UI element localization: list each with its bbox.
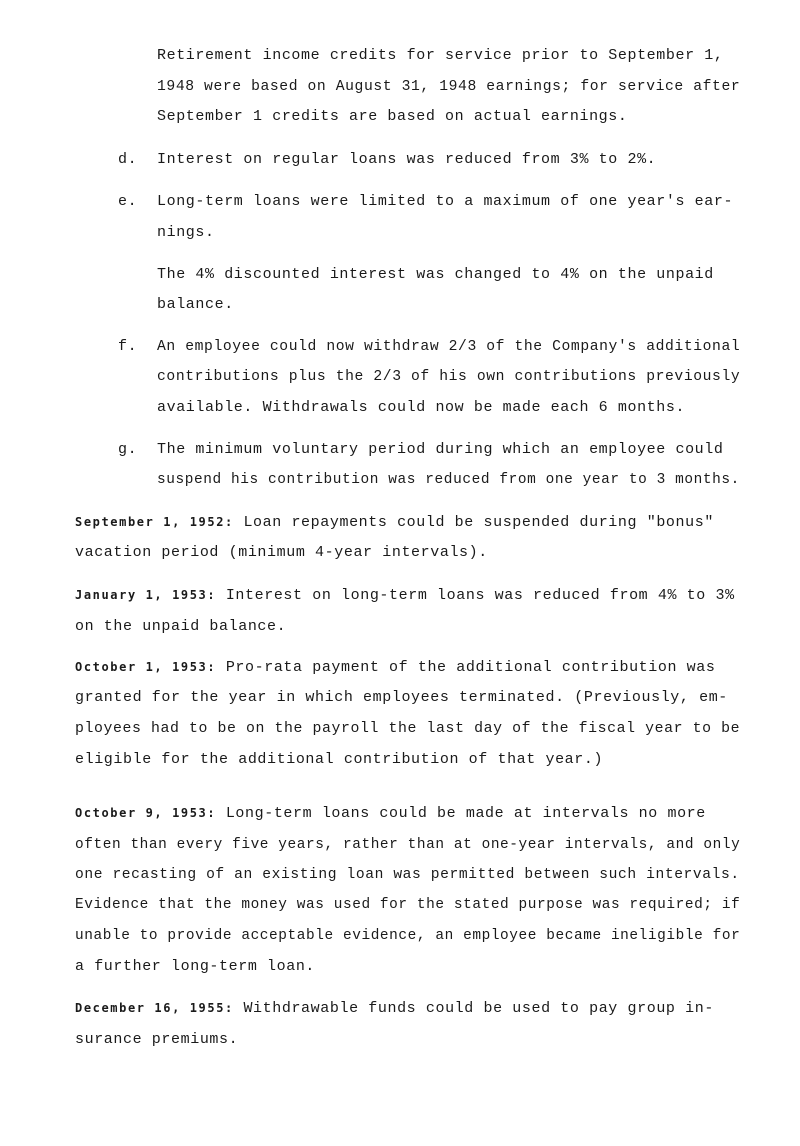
- intro-line: Retirement income credits for service prior to September 1,: [157, 47, 724, 64]
- entry-line: Evidence that the money was used for the stated purpose was required; if: [75, 896, 741, 913]
- entry-line: ployees had to be on the payroll the last day of the fiscal year to be: [75, 720, 741, 737]
- entry-text: Loan repayments could be suspended during "bonus": [243, 514, 714, 531]
- entry-line: often than every five years, rather than at one-year intervals, and only: [75, 836, 741, 853]
- item-e-line: balance.: [157, 296, 234, 313]
- item-e-line: nings.: [157, 224, 215, 241]
- item-marker-d: d.: [118, 151, 138, 168]
- item-f-line: An employee could now withdraw 2/3 of the Company's additional: [157, 338, 741, 355]
- item-g-line: suspend his contribution was reduced from one year to 3 months.: [157, 471, 740, 488]
- item-f-line: available. Withdrawals could now be made each 6 months.: [157, 399, 686, 416]
- entry-date: October 9, 1953:: [75, 806, 217, 820]
- item-g-line: The minimum voluntary period during which an employee could: [157, 441, 724, 458]
- item-e-line: Long-term loans were limited to a maximum of one year's ear-: [157, 193, 734, 210]
- entry-first-line: [75, 659, 716, 676]
- entry-first-line: [75, 587, 735, 604]
- entry-date: October 1, 1953:: [75, 660, 217, 674]
- entry-first-line: [75, 514, 714, 531]
- item-marker-e: e.: [118, 193, 138, 210]
- item-marker-g: g.: [118, 441, 138, 458]
- item-marker-f: f.: [118, 338, 138, 355]
- entry-line: a further long-term loan.: [75, 958, 316, 975]
- entry-date: January 1, 1953:: [75, 588, 217, 602]
- entry-line: surance premiums.: [75, 1031, 239, 1048]
- entry-text: Interest on long-term loans was reduced from 4% to 3%: [225, 587, 735, 604]
- entry-line: granted for the year in which employees terminated. (Previously, em-: [75, 689, 728, 706]
- entry-first-line: [75, 805, 706, 822]
- intro-line: September 1 credits are based on actual earnings.: [157, 108, 628, 125]
- entry-text: Long-term loans could be made at intervals no more: [225, 805, 706, 822]
- item-d-line: Interest on regular loans was reduced from 3% to 2%.: [157, 151, 657, 168]
- entry-date: September 1, 1952:: [75, 515, 234, 529]
- entry-line: one recasting of an existing loan was permitted between such intervals.: [75, 866, 740, 883]
- entry-line: on the unpaid balance.: [75, 618, 287, 635]
- item-e-line: The 4% discounted interest was changed to 4% on the unpaid: [157, 266, 714, 283]
- entry-first-line: [75, 1000, 714, 1017]
- item-f-line: contributions plus the 2/3 of his own contributions previously: [157, 368, 741, 385]
- entry-line: unable to provide acceptable evidence, an employee became ineligible for: [75, 927, 741, 944]
- entry-line: eligible for the additional contribution of that year.): [75, 751, 604, 768]
- entry-text: Withdrawable funds could be used to pay group in-: [243, 1000, 714, 1017]
- entry-text: Pro-rata payment of the additional contribution was: [225, 659, 716, 676]
- intro-line: 1948 were based on August 31, 1948 earnings; for service after: [157, 78, 741, 95]
- entry-line: vacation period (minimum 4-year intervals).: [75, 544, 488, 561]
- entry-date: December 16, 1955:: [75, 1001, 234, 1015]
